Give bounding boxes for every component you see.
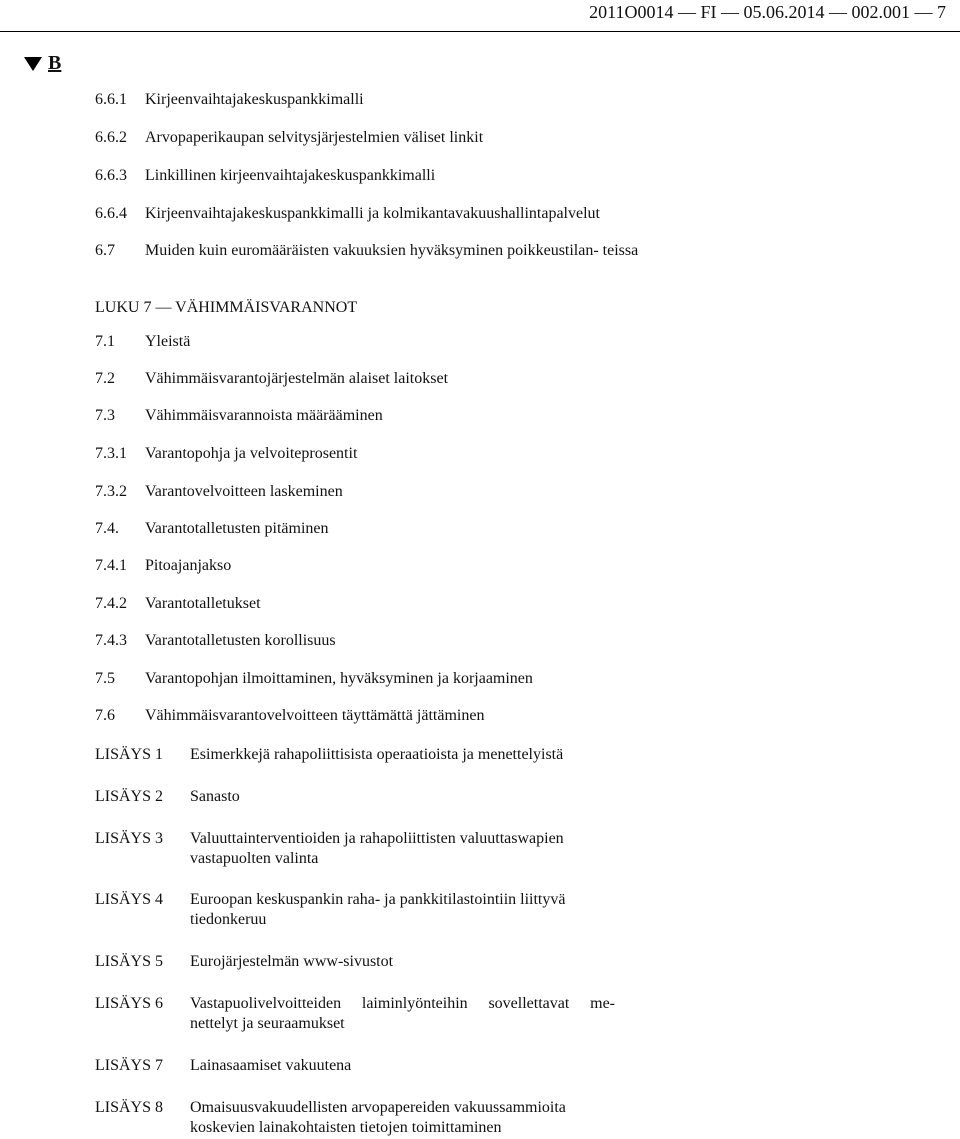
toc-number: 7.5 [95,670,115,687]
triangle-down-icon [24,57,42,71]
annex-number: LISÄYS 8 [95,1099,164,1116]
annex-title: Valuuttainterventioiden ja rahapoliittisten valuuttaswapien vastapuolten valinta [190,830,564,867]
toc-title: Linkillinen kirjeenvaihtajakeskuspankkimalli [145,167,436,184]
toc-number: 7.6 [95,707,115,724]
annex-title: Omaisuusvakuudellisten arvopapereiden vakuussammioita koskevien lainakohtaisten tietojen toimittaminen [190,1099,566,1136]
toc-number: 6.6.2 [95,129,127,146]
annex-number: LISÄYS 7 [95,1057,164,1074]
toc-number: 6.6.4 [95,205,127,222]
toc-title: Varantotalletukset [145,595,261,612]
toc-title: Kirjeenvaihtajakeskuspankkimalli [145,91,364,108]
toc-number: 7.3.1 [95,445,127,462]
toc-number: 7.4.1 [95,557,127,574]
toc-number: 7.3 [95,407,115,424]
toc-number: 7.4. [95,520,119,537]
toc-title: Vähimmäisvarantojärjestelmän alaiset laitokset [145,370,449,387]
annex-title: Eurojärjestelmän www-sivustot [190,953,394,970]
amendment-marker [24,52,61,75]
annex-number: LISÄYS 3 [95,830,164,847]
toc-number: 6.6.3 [95,167,127,184]
toc-title: Pitoajanjakso [145,557,232,574]
annex-title: Vastapuolivelvoitteiden laiminlyönteihin sovellettavat me- nettelyt ja seuraamukset [190,995,615,1032]
annex-number: LISÄYS 6 [95,995,164,1012]
toc-title: Vähimmäisvarannoista määrääminen [145,407,383,424]
toc-title: Vähimmäisvarantovelvoitteen täyttämättä jättäminen [145,707,485,724]
toc-title: Varantotalletusten pitäminen [145,520,329,537]
amendment-letter: B [48,52,62,74]
toc-title: Varantovelvoitteen laskeminen [145,483,343,500]
annex-number: LISÄYS 2 [95,788,164,805]
annex-title: Euroopan keskuspankin raha- ja pankkitilastointiin liittyvä tiedonkeruu [190,891,566,928]
toc-number: 7.3.2 [95,483,127,500]
chapter-heading: LUKU 7 — VÄHIMMÄISVARANNOT [95,299,358,316]
toc-title: Yleistä [145,333,191,350]
annex-number: LISÄYS 1 [95,746,164,763]
annex-title: Esimerkkejä rahapoliittisista operaatioista ja menettelyistä [190,746,564,763]
annex-number: LISÄYS 5 [95,953,164,970]
header-reference: 2011O0014 — FI — 05.06.2014 — 002.001 — 7 [589,2,946,22]
toc-number: 7.2 [95,370,115,387]
toc-title: Varantopohja ja velvoiteprosentit [145,445,358,462]
page-header [0,0,960,32]
toc-number: 6.6.1 [95,91,127,108]
toc-title: Varantopohjan ilmoittaminen, hyväksyminen ja korjaaminen [145,670,533,687]
annex-title: Sanasto [190,788,240,805]
toc-title: Muiden kuin euromääräisten vakuuksien hyväksyminen poikkeustilan- teissa [145,242,639,259]
annex-title: Lainasaamiset vakuutena [190,1057,352,1074]
toc-number: 6.7 [95,242,115,259]
toc-number: 7.4.2 [95,595,127,612]
toc-number: 7.1 [95,333,115,350]
toc-title: Varantotalletusten korollisuus [145,632,336,649]
annex-number: LISÄYS 4 [95,891,164,908]
toc-title: Kirjeenvaihtajakeskuspankkimalli ja kolmikantavakuushallintapalvelut [145,205,600,222]
toc-title: Arvopaperikaupan selvitysjärjestelmien väliset linkit [145,129,484,146]
toc-number: 7.4.3 [95,632,127,649]
